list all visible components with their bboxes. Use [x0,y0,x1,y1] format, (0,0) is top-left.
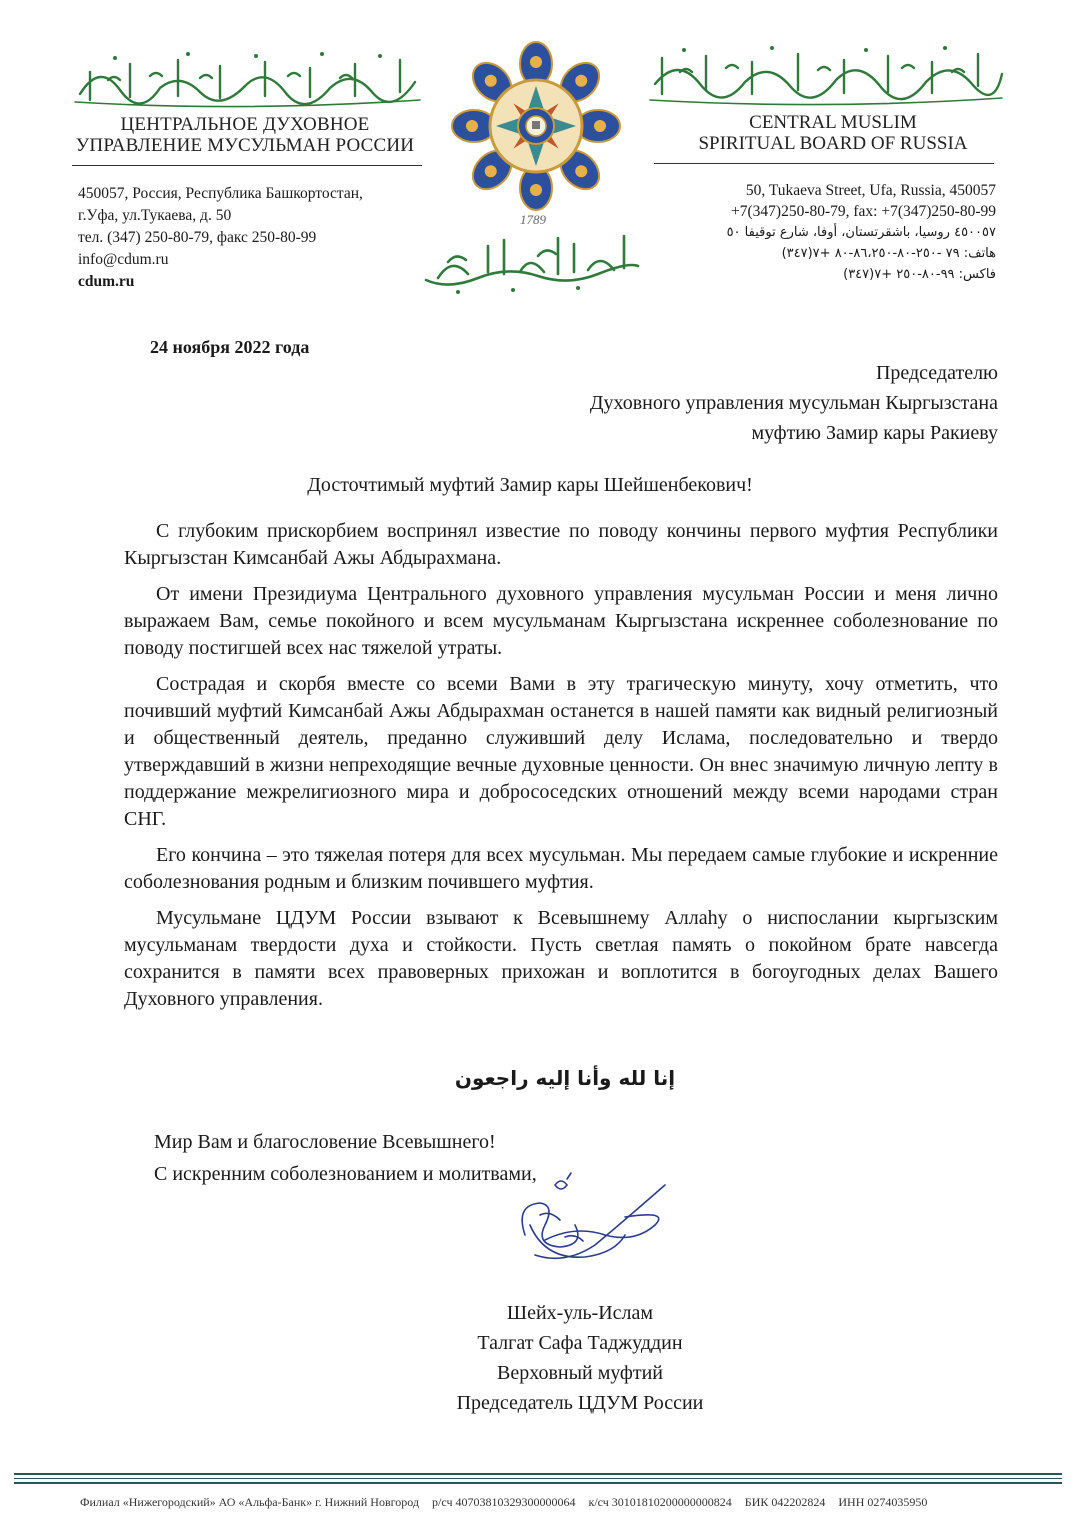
correspondent-account: к/сч 30101810200000000824 [588,1495,732,1509]
arabic-calligraphy-logo [640,38,1010,108]
signer-title: Шейх-уль-Ислам [506,1302,654,1324]
phone-ru: тел. (347) 250-80-79, факс 250-80-99 [78,229,317,246]
body-paragraph: Его кончина – это тяжелая потеря для всех мусульман. Мы передаем самые глубокие и искренние соболезнования родным и близким почившего муфтия. [124,844,998,893]
signer-block [380,1298,780,1418]
addressee-line: Председателю [875,362,998,384]
address-ru-line: 450057, Россия, Республика Башкортостан, [78,185,363,202]
settlement-account: р/сч 40703810329300000064 [432,1495,576,1509]
signer-position: Председатель ЦДУМ России [456,1392,704,1414]
closing-line: Мир Вам и благословение Всевышнего! [154,1131,496,1153]
letter-date: 24 ноября 2022 года [150,337,310,357]
footer-rule [14,1482,1062,1484]
addressee-block [380,358,998,448]
website-link[interactable]: cdum.ru [78,273,135,290]
address-ar-line: ٤٥٠٠٥٧ روسيا، باشقرتستان، أوفا، شارع توقيفا ٥٠ [726,225,996,240]
handwritten-signature [505,1165,680,1290]
inn: ИНН 0274035950 [838,1495,928,1509]
address-en-line: 50, Tukaeva Street, Ufa, Russia, 450057 [745,182,996,199]
organization-name-en [648,112,1018,154]
organization-name-ru [60,114,430,156]
header-divider-right [654,163,994,164]
salutation: Досточтимый муфтий Замир кары Шейшенбекович! [307,474,753,496]
bik: БИК 042202824 [744,1495,826,1509]
emblem-year: 1789 [520,212,546,227]
body-paragraph: Мусульмане ЦДУМ России взывают к Всевышнему Аллаhу о ниспослании кыргызским мусульманам твердости духа и стойкости. Пусть светлая память о покойном брате навсегда сохранится в памяти всех правоверных прихожан и воплотится в богоугодных делах Вашего Духовного управления. [124,907,998,1010]
bank-details [80,1495,1020,1510]
footer-rule [14,1473,1062,1475]
arabic-condolence-phrase: إنا لله وأنا إليه راجعون [454,1066,676,1090]
email-link[interactable]: info@cdum.ru [78,251,169,268]
body-paragraph: Сострадая и скорбя вместе со всеми Вами в эту трагическую минуту, хочу отметить, что почивший муфтий Кимсанбай Ажы Абдырахман останется в нашей памяти как видный религиозный и общественный деятель, преданно служивший делу Ислама, последовательно и твердо утверждавший в жизни непреходящие вечные духовные ценности. Он внес значимую личную лепту в поддержание межрелигиозного мира и добрососедских отношений между всеми народами стран СНГ. [124,673,998,830]
fax-ar: فاكس: ٩٩-٨٠-٢٥٠ +٧(٣٤٧) [843,267,996,282]
emblem-rosette-icon [448,38,624,214]
letter-body [124,518,998,1022]
addressee-line: муфтию Замир кары Ракиеву [751,422,998,444]
closing-line: С искренним соболезнованием и молитвами, [154,1163,537,1185]
body-paragraph: От имени Президиума Центрального духовного управления мусульман России и меня лично выражаем Вам, семье покойного и всем мусульманам Кыргызстана искреннее соболезнование по поводу постигшей всех нас тяжелой утраты. [124,583,998,659]
org-ru-line1: ЦЕНТРАЛЬНОЕ ДУХОВНОЕ [120,114,370,135]
signer-position: Верховный муфтий [496,1362,663,1384]
address-block-en [620,180,996,285]
closing-block [154,1126,537,1190]
address-ru-line: г.Уфа, ул.Тукаева, д. 50 [78,207,232,224]
addressee-line: Духовного управления мусульман Кыргызстана [589,392,998,414]
basmala-calligraphy [418,226,644,298]
phone-ar: هاتف: ٧٩ -٢٥٠-٨٠-٨٦،٢٥٠-٨٠ +٧(٣٤٧) [781,246,996,261]
org-en-line1: CENTRAL MUSLIM [749,112,917,133]
signer-name: Талгат Сафа Таджуддин [477,1332,683,1354]
body-paragraph: С глубоким прискорбием воспринял известие по поводу кончины первого муфтия Республики Кыргызстан Кимсанбай Ажы Абдырахмана. [124,520,998,569]
header-divider-left [72,165,422,166]
address-block-ru [78,183,438,293]
org-en-line2: SPIRITUAL BOARD OF RUSSIA [698,133,968,154]
org-ru-line2: УПРАВЛЕНИЕ МУСУЛЬМАН РОССИИ [75,135,415,156]
footer-rule [14,1478,1062,1479]
tatar-calligraphy-logo [60,42,430,112]
phone-en: +7(347)250-80-79, fax: +7(347)250-80-99 [731,203,996,220]
bank-name: Филиал «Нижегородский» АО «Альфа-Банк» г. Нижний Новгород [80,1495,420,1509]
